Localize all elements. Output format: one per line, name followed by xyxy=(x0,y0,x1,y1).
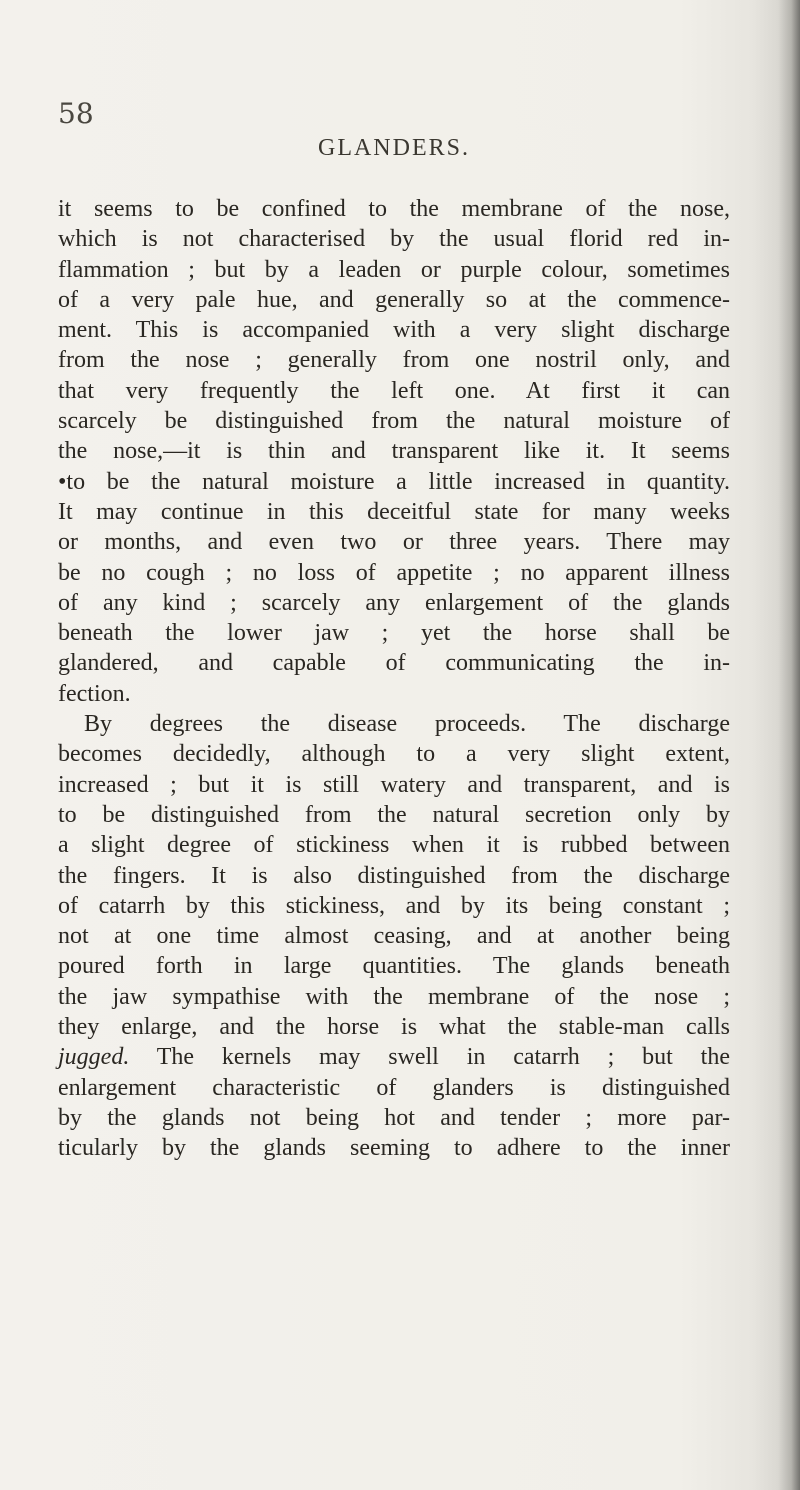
text-line: it seems to be confined to the membrane of the nose, xyxy=(58,196,730,222)
text-line: be no cough ; no loss of appetite ; no apparent illness xyxy=(58,559,730,586)
text-line: of any kind ; scarcely any enlargement of the glands xyxy=(58,589,730,616)
italic-term: jugged. xyxy=(58,1044,130,1071)
text-line: ment. This is accompanied with a very slight discharge xyxy=(58,317,730,344)
text-line: ticularly by the glands seeming to adhere to the inner xyxy=(58,1135,730,1162)
text-line: a slight degree of stickiness when it is rubbed between xyxy=(58,832,730,859)
text-line: By degrees the disease proceeds. The discharge xyxy=(84,711,730,738)
text-line: fection. xyxy=(58,680,131,707)
text-line: flammation ; but by a leaden or purple colour, sometimes xyxy=(58,256,730,283)
text-line: of a very pale hue, and generally so at the commence- xyxy=(58,286,730,313)
text-line: or months, and even two or three years. There may xyxy=(58,529,730,556)
running-head: GLANDERS. xyxy=(317,135,470,161)
text-line: enlargement characteristic of glanders is distinguished xyxy=(58,1074,730,1101)
text-line: to be distinguished from the natural secretion only by xyxy=(58,801,730,828)
text-line: the jaw sympathise with the membrane of the nose ; xyxy=(58,983,730,1010)
text-line: that very frequently the left one. At first it can xyxy=(58,377,730,404)
text-line: poured forth in large quantities. The glands beneath xyxy=(58,953,730,980)
text-line: by the glands not being hot and tender ; more par- xyxy=(58,1104,730,1131)
text-line: beneath the lower jaw ; yet the horse shall be xyxy=(58,620,730,647)
text-line: It may continue in this deceitful state for many weeks xyxy=(58,498,730,525)
text-line: glandered, and capable of communicating the in- xyxy=(58,650,730,677)
page-edge-shadow xyxy=(778,0,800,1490)
text-line: not at one time almost ceasing, and at another being xyxy=(58,923,730,950)
line-rest: The kernels may swell in catarrh ; but the xyxy=(129,1044,730,1071)
text-line: which is not characterised by the usual florid red in- xyxy=(58,226,730,253)
text-line-with-italic xyxy=(58,1042,730,1072)
text-line: increased ; but it is still watery and transparent, and is xyxy=(58,771,730,798)
page-number: 58 xyxy=(58,97,94,130)
text-line: the nose,—it is thin and transparent like it. It seems xyxy=(58,438,730,465)
text-line: of catarrh by this stickiness, and by its being constant ; xyxy=(58,892,730,919)
text-line: becomes decidedly, although to a very slight extent, xyxy=(58,741,730,768)
text-line: the fingers. It is also distinguished from the discharge xyxy=(58,862,730,889)
text-line: scarcely be distinguished from the natural moisture of xyxy=(58,408,730,435)
body-text xyxy=(58,194,730,1164)
page-header xyxy=(58,97,730,170)
text-line: they enlarge, and the horse is what the stable-man calls xyxy=(58,1014,730,1041)
text-line: •to be the natural moisture a little increased in quantity. xyxy=(58,468,730,495)
text-line: from the nose ; generally from one nostril only, and xyxy=(58,347,730,374)
